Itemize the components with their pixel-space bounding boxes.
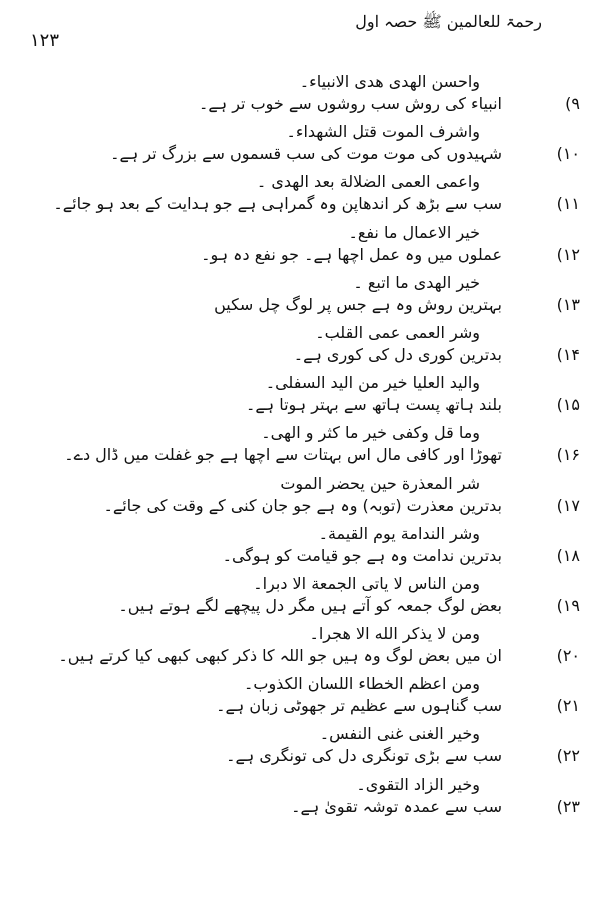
entry-number: ۱۳) [556,294,580,314]
saying-entry [0,474,600,524]
urdu-translation: بدترین ندامت وہ ہے جو قیامت کو ہوگی۔ [222,545,502,565]
entry-number: ۱۴) [556,344,580,364]
entry-number: ۲۲) [556,746,580,766]
arabic-text: ومن لا يذكر الله الا هجرا۔ [309,624,480,644]
saying-entry [0,273,600,323]
entry-number: ۱۸) [556,545,580,565]
arabic-text: واحسن الهدى هدى الانبياء۔ [299,72,480,91]
arabic-text: واليد العليا خير من اليد السفلى۔ [265,373,480,393]
arabic-text: واشرف الموت قتل الشهداء۔ [286,122,480,142]
saying-entry [0,172,600,222]
saying-entry [0,624,600,674]
urdu-translation: سب گناہوں سے عظیم تر جھوٹی زبان ہے۔ [216,696,502,716]
arabic-text: ومن اعظم الخطاء اللسان الكذوب۔ [244,674,480,694]
urdu-translation: ان میں بعض لوگ وہ ہیں جو اللہ کا ذکر کبھی کبھی کیا کرتے ہیں۔ [58,646,502,666]
running-header-title: رحمۃ للعالمین ﷺ حصہ اول [355,12,542,31]
arabic-text: واعمى العمى الضلالة بعد الهدى ۔ [256,172,480,192]
urdu-translation: بلند ہاتھ پست ہاتھ سے بہتر ہوتا ہے۔ [246,395,502,415]
urdu-translation: تھوڑا اور کافی مال اس بہتات سے اچھا ہے جو غفلت میں ڈال دے۔ [64,445,502,465]
urdu-translation: سب سے بڑھ کر اندھاپن وہ گمراہی ہے جو ہدایت کے بعد ہو جائے۔ [53,194,502,214]
arabic-text: خير الهدى ما اتبع ۔ [353,272,480,292]
entry-number: ۱۷) [556,495,580,515]
saying-entry [0,122,600,172]
entry-number: ۱۶) [556,445,580,465]
arabic-text: ومن الناس لا ياتى الجمعة الا دبرا۔ [253,573,480,593]
saying-entry [0,674,600,724]
saying-entry [0,323,600,373]
page-number: ۱۲۳ [30,30,60,51]
saying-entry [0,223,600,273]
saying-entry [0,423,600,473]
entry-number: ۱۱) [556,194,580,214]
entry-number: ۲۰) [556,646,580,666]
arabic-text: وما قل وكفى خير ما كثر و الهى۔ [261,423,480,443]
saying-entry [0,72,600,122]
saying-entry [0,373,600,423]
entry-number: ۱۵) [556,395,580,415]
arabic-text: وخير الزاد التقوى۔ [356,774,480,794]
saying-entry [0,724,600,774]
urdu-translation: بعض لوگ جمعہ کو آتے ہیں مگر دل پیچھے لگے ہوتے ہیں۔ [118,595,502,615]
saying-entry [0,775,600,825]
entry-number: ۱۹) [556,595,580,615]
urdu-translation: سب سے بڑی تونگری دل کی تونگری ہے۔ [226,746,502,766]
saying-entry [0,524,600,574]
saying-list [0,72,600,825]
arabic-text: وشر الندامة يوم القيمة۔ [318,523,480,543]
urdu-translation: عملوں میں وہ عمل اچھا ہے۔ جو نفع دہ ہو۔ [201,244,502,264]
urdu-translation: سب سے عمدہ توشہ تقویٰ ہے۔ [291,796,502,816]
urdu-translation: شہیدوں کی موت موت کی سب قسموں سے بزرگ تر ہے۔ [110,144,502,164]
arabic-text: شر المعذرة حين يحضر الموت [280,473,480,493]
entry-number: ۹) [565,94,580,113]
entry-number: ۲۳) [556,796,580,816]
entry-number: ۱۰) [556,144,580,164]
entry-number: ۲۱) [556,696,580,716]
saying-entry [0,574,600,624]
entry-number: ۱۲) [556,244,580,264]
arabic-text: خير الاعمال ما نفع۔ [348,222,480,242]
urdu-translation: بہترین روش وہ ہے جس پر لوگ چل سکیں [214,294,502,314]
arabic-text: وخير الغنى غنى النفس۔ [319,724,480,744]
urdu-translation: انبیاء کی روش سب روشوں سے خوب تر ہے۔ [199,94,502,113]
urdu-translation: بدترین معذرت (توبہ) وہ ہے جو جان کنی کے وقت کی جائے۔ [103,495,502,515]
urdu-translation: بدترین کوری دل کی کوری ہے۔ [293,344,502,364]
arabic-text: وشر العمى عمى القلب۔ [315,322,480,342]
